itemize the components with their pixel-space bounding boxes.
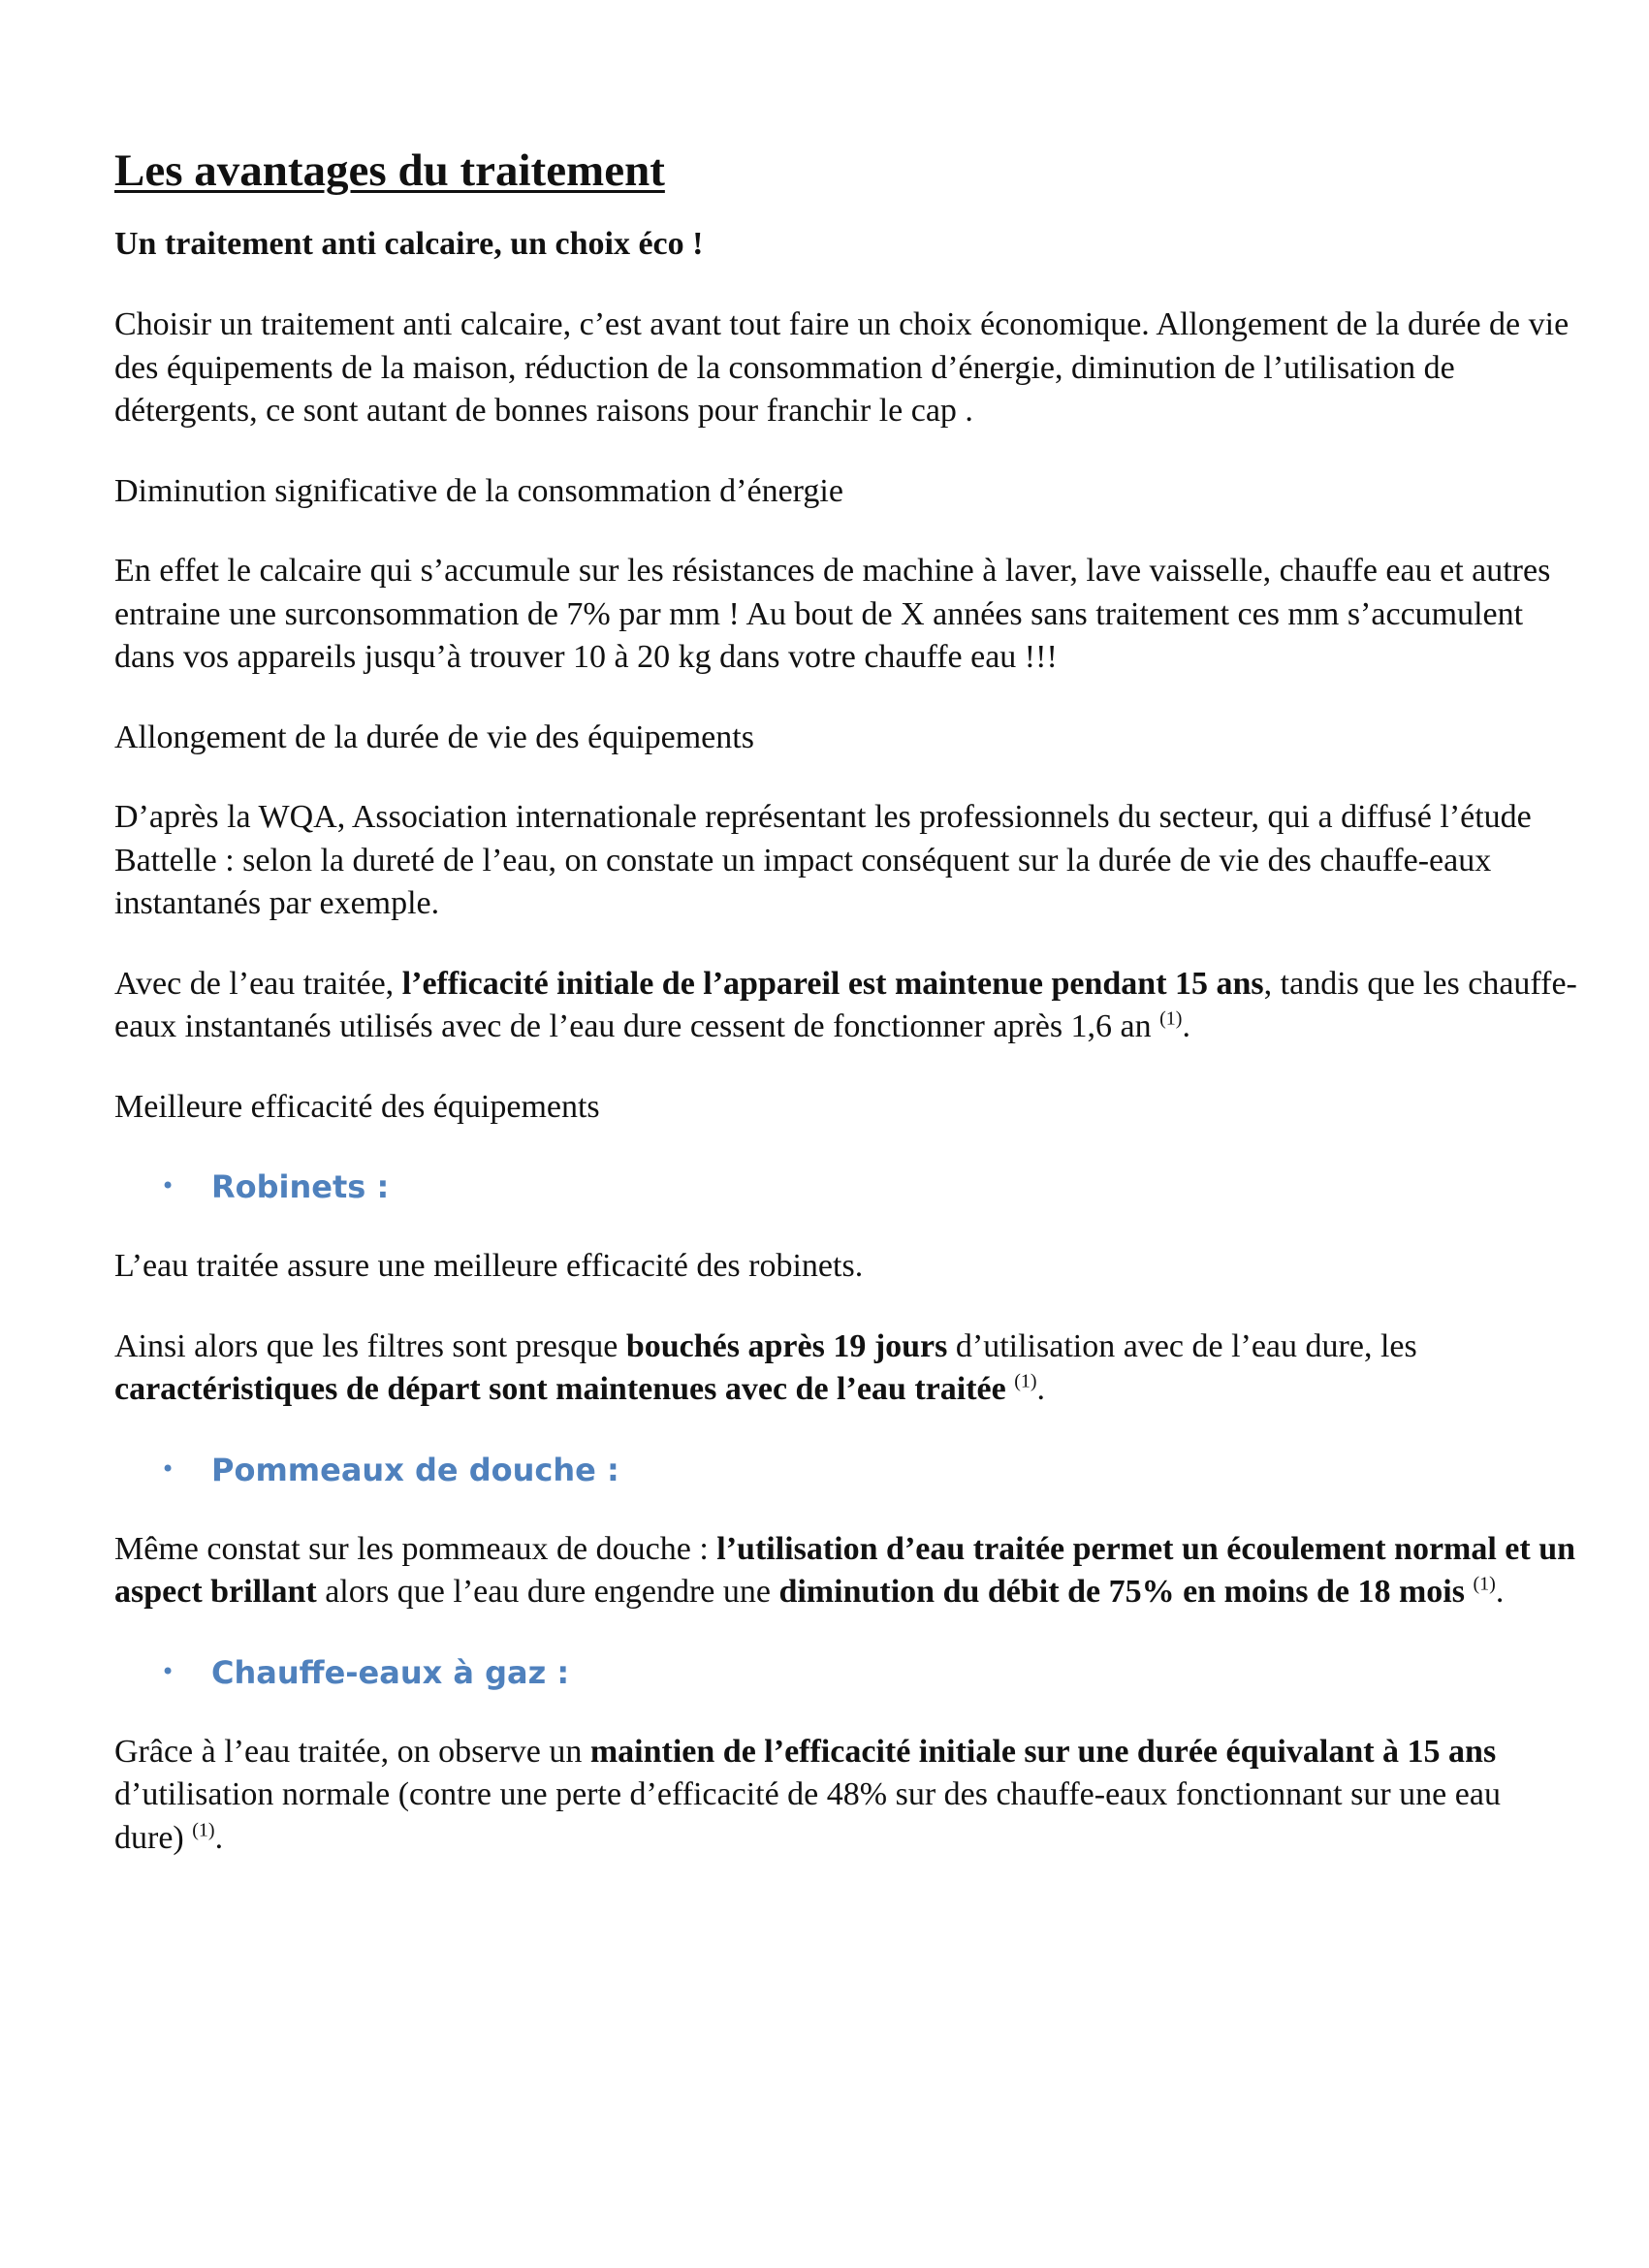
text-segment: Avec de l’eau traitée,	[114, 965, 402, 1002]
text-segment: .	[1036, 1371, 1046, 1408]
document-page	[114, 144, 1578, 1897]
bold-segment: caractéristiques de départ sont maintenues avec de l’eau traitée	[114, 1371, 1006, 1408]
energy-paragraph: En effet le calcaire qui s’accumule sur les résistances de machine à laver, lave vaisselle, chauffe eau et autres entraine une surconsommation de 7% par mm ! Au bout de X années sans traitement ces mm s’accumulent dans vos appareils jusqu’à trouver 10 à 20 kg dans votre chauffe eau !!!	[114, 553, 1551, 676]
energy-heading: Diminution significative de la consommation d’énergie	[114, 472, 843, 509]
bullet-icon: •	[161, 1454, 175, 1483]
subtitle: Un traitement anti calcaire, un choix éco !	[114, 226, 704, 263]
bold-segment: l’utilisation d’eau traitée permet un écoulement normal et un aspect brillant	[114, 1530, 1576, 1611]
bold-segment: diminution du débit de 75% en moins de 18 mois	[778, 1574, 1465, 1611]
bold-segment: maintien de l’efficacité initiale sur une durée équivalant à 15 ans	[589, 1733, 1497, 1770]
page-title: Les avantages du traitement	[114, 145, 665, 196]
text-segment: , tandis que les chauffe-eaux instantanés utilisés avec de l’eau dure cessent de fonctionner après 1,6 an	[114, 965, 1577, 1045]
text-segment: Grâce à l’eau traitée, on observe un	[114, 1733, 590, 1770]
footnote-ref: (1)	[1159, 1007, 1183, 1030]
lifespan-paragraph-2	[114, 963, 1578, 1049]
text-segment: Même constat sur les pommeaux de douche :	[114, 1530, 717, 1567]
text-segment: .	[1495, 1574, 1505, 1611]
footnote-ref: (1)	[1014, 1370, 1037, 1392]
pommeaux-paragraph	[114, 1528, 1578, 1614]
chauffe-eaux-paragraph	[114, 1731, 1578, 1861]
bold-segment: bouchés après 19 jours	[625, 1327, 948, 1364]
text-segment: alors que l’eau dure engendre une	[316, 1574, 779, 1611]
bullet-pommeaux-label: Pommeaux de douche :	[211, 1451, 619, 1488]
text-segment: d’utilisation normale (contre une perte d’efficacité de 48% sur des chauffe-eaux fonctionnant sur une eau dure)	[114, 1776, 1501, 1856]
robinets-paragraph: L’eau traitée assure une meilleure efficacité des robinets.	[114, 1248, 864, 1285]
bullet-chauffe-eaux-label: Chauffe-eaux à gaz :	[211, 1653, 570, 1691]
intro-paragraph: Choisir un traitement anti calcaire, c’est avant tout faire un choix économique. Allongement de la durée de vie des équipements de la maison, réduction de la consommation d’énergie, diminution de l’utilisation de détergents, ce sont autant de bonnes raisons pour franchir le cap .	[114, 306, 1570, 430]
bullet-robinets-label: Robinets :	[211, 1168, 390, 1206]
bullet-icon: •	[161, 1657, 175, 1685]
footnote-ref: (1)	[1473, 1573, 1496, 1595]
bullet-robinets	[114, 1166, 1578, 1208]
text-segment: d’utilisation avec de l’eau dure, les	[947, 1327, 1417, 1364]
footnote-ref: (1)	[192, 1819, 215, 1841]
text-segment: Ainsi alors que les filtres sont presque	[114, 1327, 626, 1364]
text-segment: .	[214, 1819, 224, 1856]
efficiency-heading: Meilleure efficacité des équipements	[114, 1088, 600, 1125]
bullet-pommeaux	[114, 1449, 1578, 1491]
lifespan-heading: Allongement de la durée de vie des équipements	[114, 719, 754, 755]
bullet-chauffe-eaux	[114, 1651, 1578, 1694]
robinets-paragraph-2	[114, 1326, 1578, 1412]
lifespan-paragraph: D’après la WQA, Association internationale représentant les professionnels du secteur, qui a diffusé l’étude Battelle : selon la dureté de l’eau, on constate un impact conséquent sur la durée de vie des chauffe-eaux instantanés par exemple.	[114, 799, 1532, 922]
text-segment: .	[1182, 1008, 1190, 1045]
bold-segment: l’efficacité initiale de l’appareil est maintenue pendant 15 ans	[401, 965, 1264, 1002]
bullet-icon: •	[161, 1172, 175, 1200]
